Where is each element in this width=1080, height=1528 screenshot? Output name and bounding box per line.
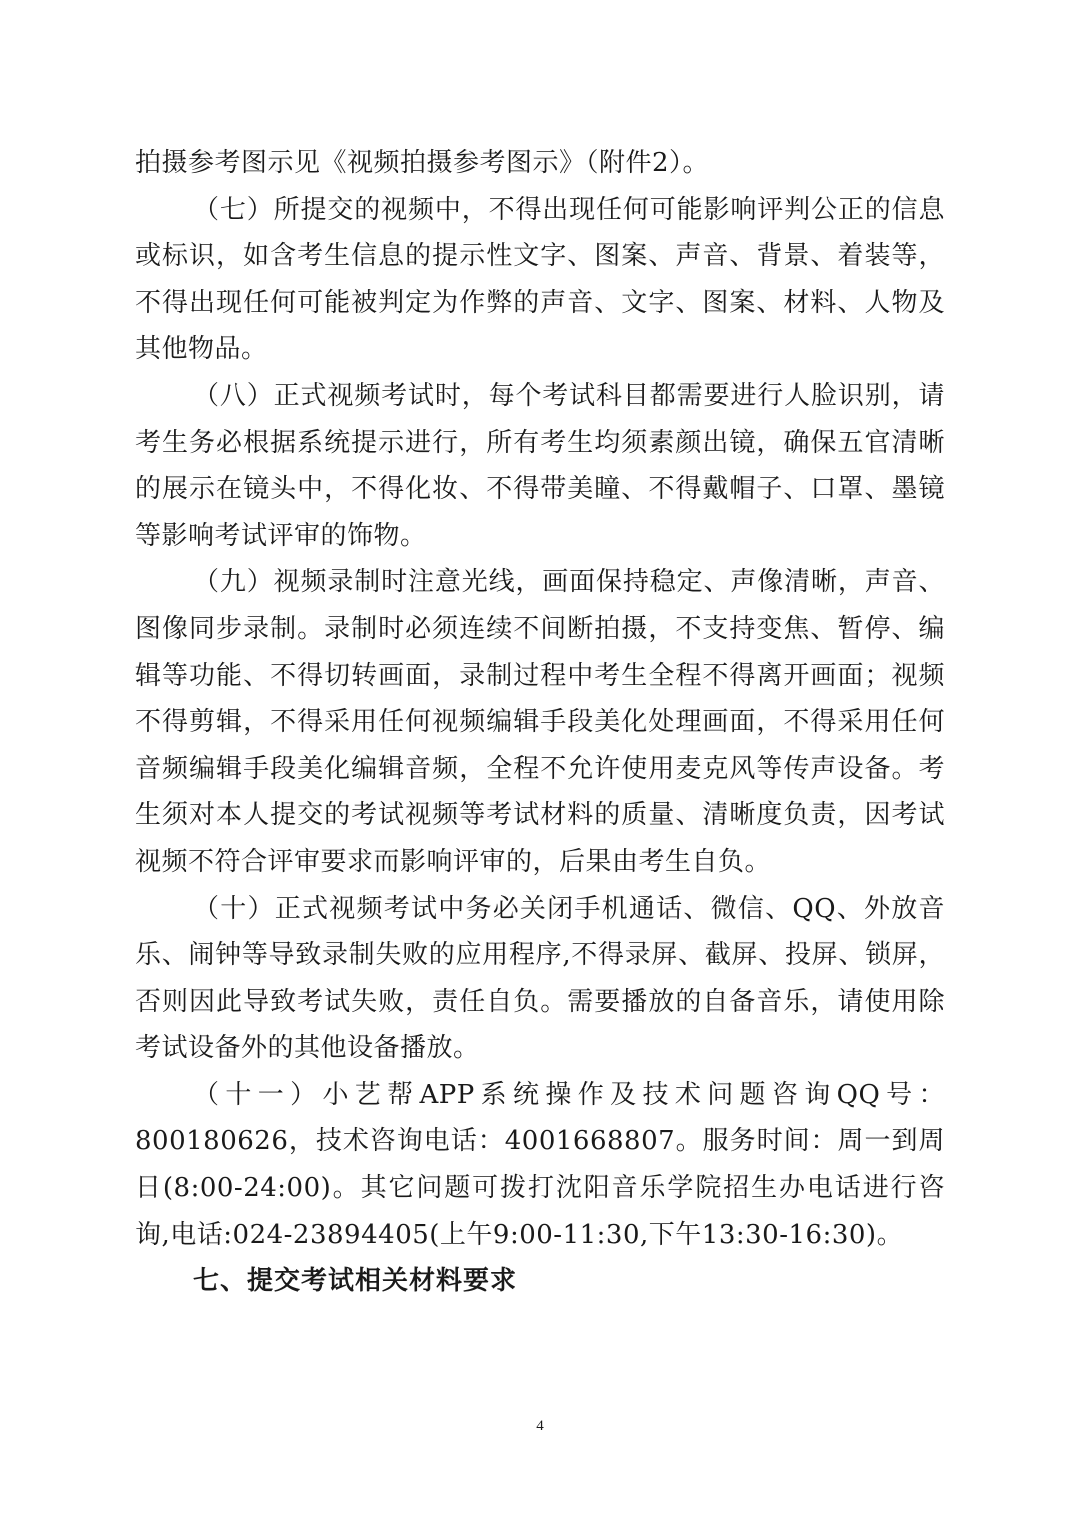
paragraph-item-11: （十一）小艺帮APP系统操作及技术问题咨询QQ号：800180626，技术咨询电话：4001668807。服务时间：周一到周日(8:00-24:00)。其它问题可拨打沈阳音乐学院招生办电话进行咨询,电话:024-23894405(上午9:00-11:30,下午13:30-16:30)。 — [135, 1079, 945, 1250]
section-heading: 七、提交考试相关材料要求 — [193, 1266, 518, 1297]
paragraph-item-9: （九）视频录制时注意光线，画面保持稳定、声像清晰，声音、图像同步录制。录制时必须连续不间断拍摄，不支持变焦、暂停、编辑等功能、不得切转画面，录制过程中考生全程不得离开画面；视频不得剪辑，不得采用任何视频编辑手段美化处理画面，不得采用任何音频编辑手段美化编辑音频，全程不允许使用麦克风等传声设备。考生须对本人提交的考试视频等考试材料的质量、清晰度负责，因考试视频不符合评审要求而影响评审的，后果由考生自负。 — [135, 567, 945, 877]
paragraph-item-10: （十）正式视频考试中务必关闭手机通话、微信、QQ、外放音乐、闹钟等导致录制失败的应用程序,不得录屏、截屏、投屏、锁屏，否则因此导致考试失败，责任自负。需要播放的自备音乐，请使用除考试设备外的其他设备播放。 — [135, 893, 945, 1064]
paragraph-continuation: 拍摄参考图示见《视频拍摄参考图示》（附件2）。 — [135, 148, 710, 178]
page-number: 4 — [536, 1418, 544, 1434]
paragraph-item-7: （七）所提交的视频中，不得出现任何可能影响评判公正的信息或标识，如含考生信息的提示性文字、图案、声音、背景、着装等，不得出现任何可能被判定为作弊的声音、文字、图案、材料、人物及其他物品。 — [135, 194, 945, 365]
paragraph-item-8: （八）正式视频考试时，每个考试科目都需要进行人脸识别，请考生务必根据系统提示进行，所有考生均须素颜出镜，确保五官清晰的展示在镜头中，不得化妆、不得带美瞳、不得戴帽子、口罩、墨镜等影响考试评审的饰物。 — [135, 380, 945, 551]
document-body — [135, 140, 945, 1305]
